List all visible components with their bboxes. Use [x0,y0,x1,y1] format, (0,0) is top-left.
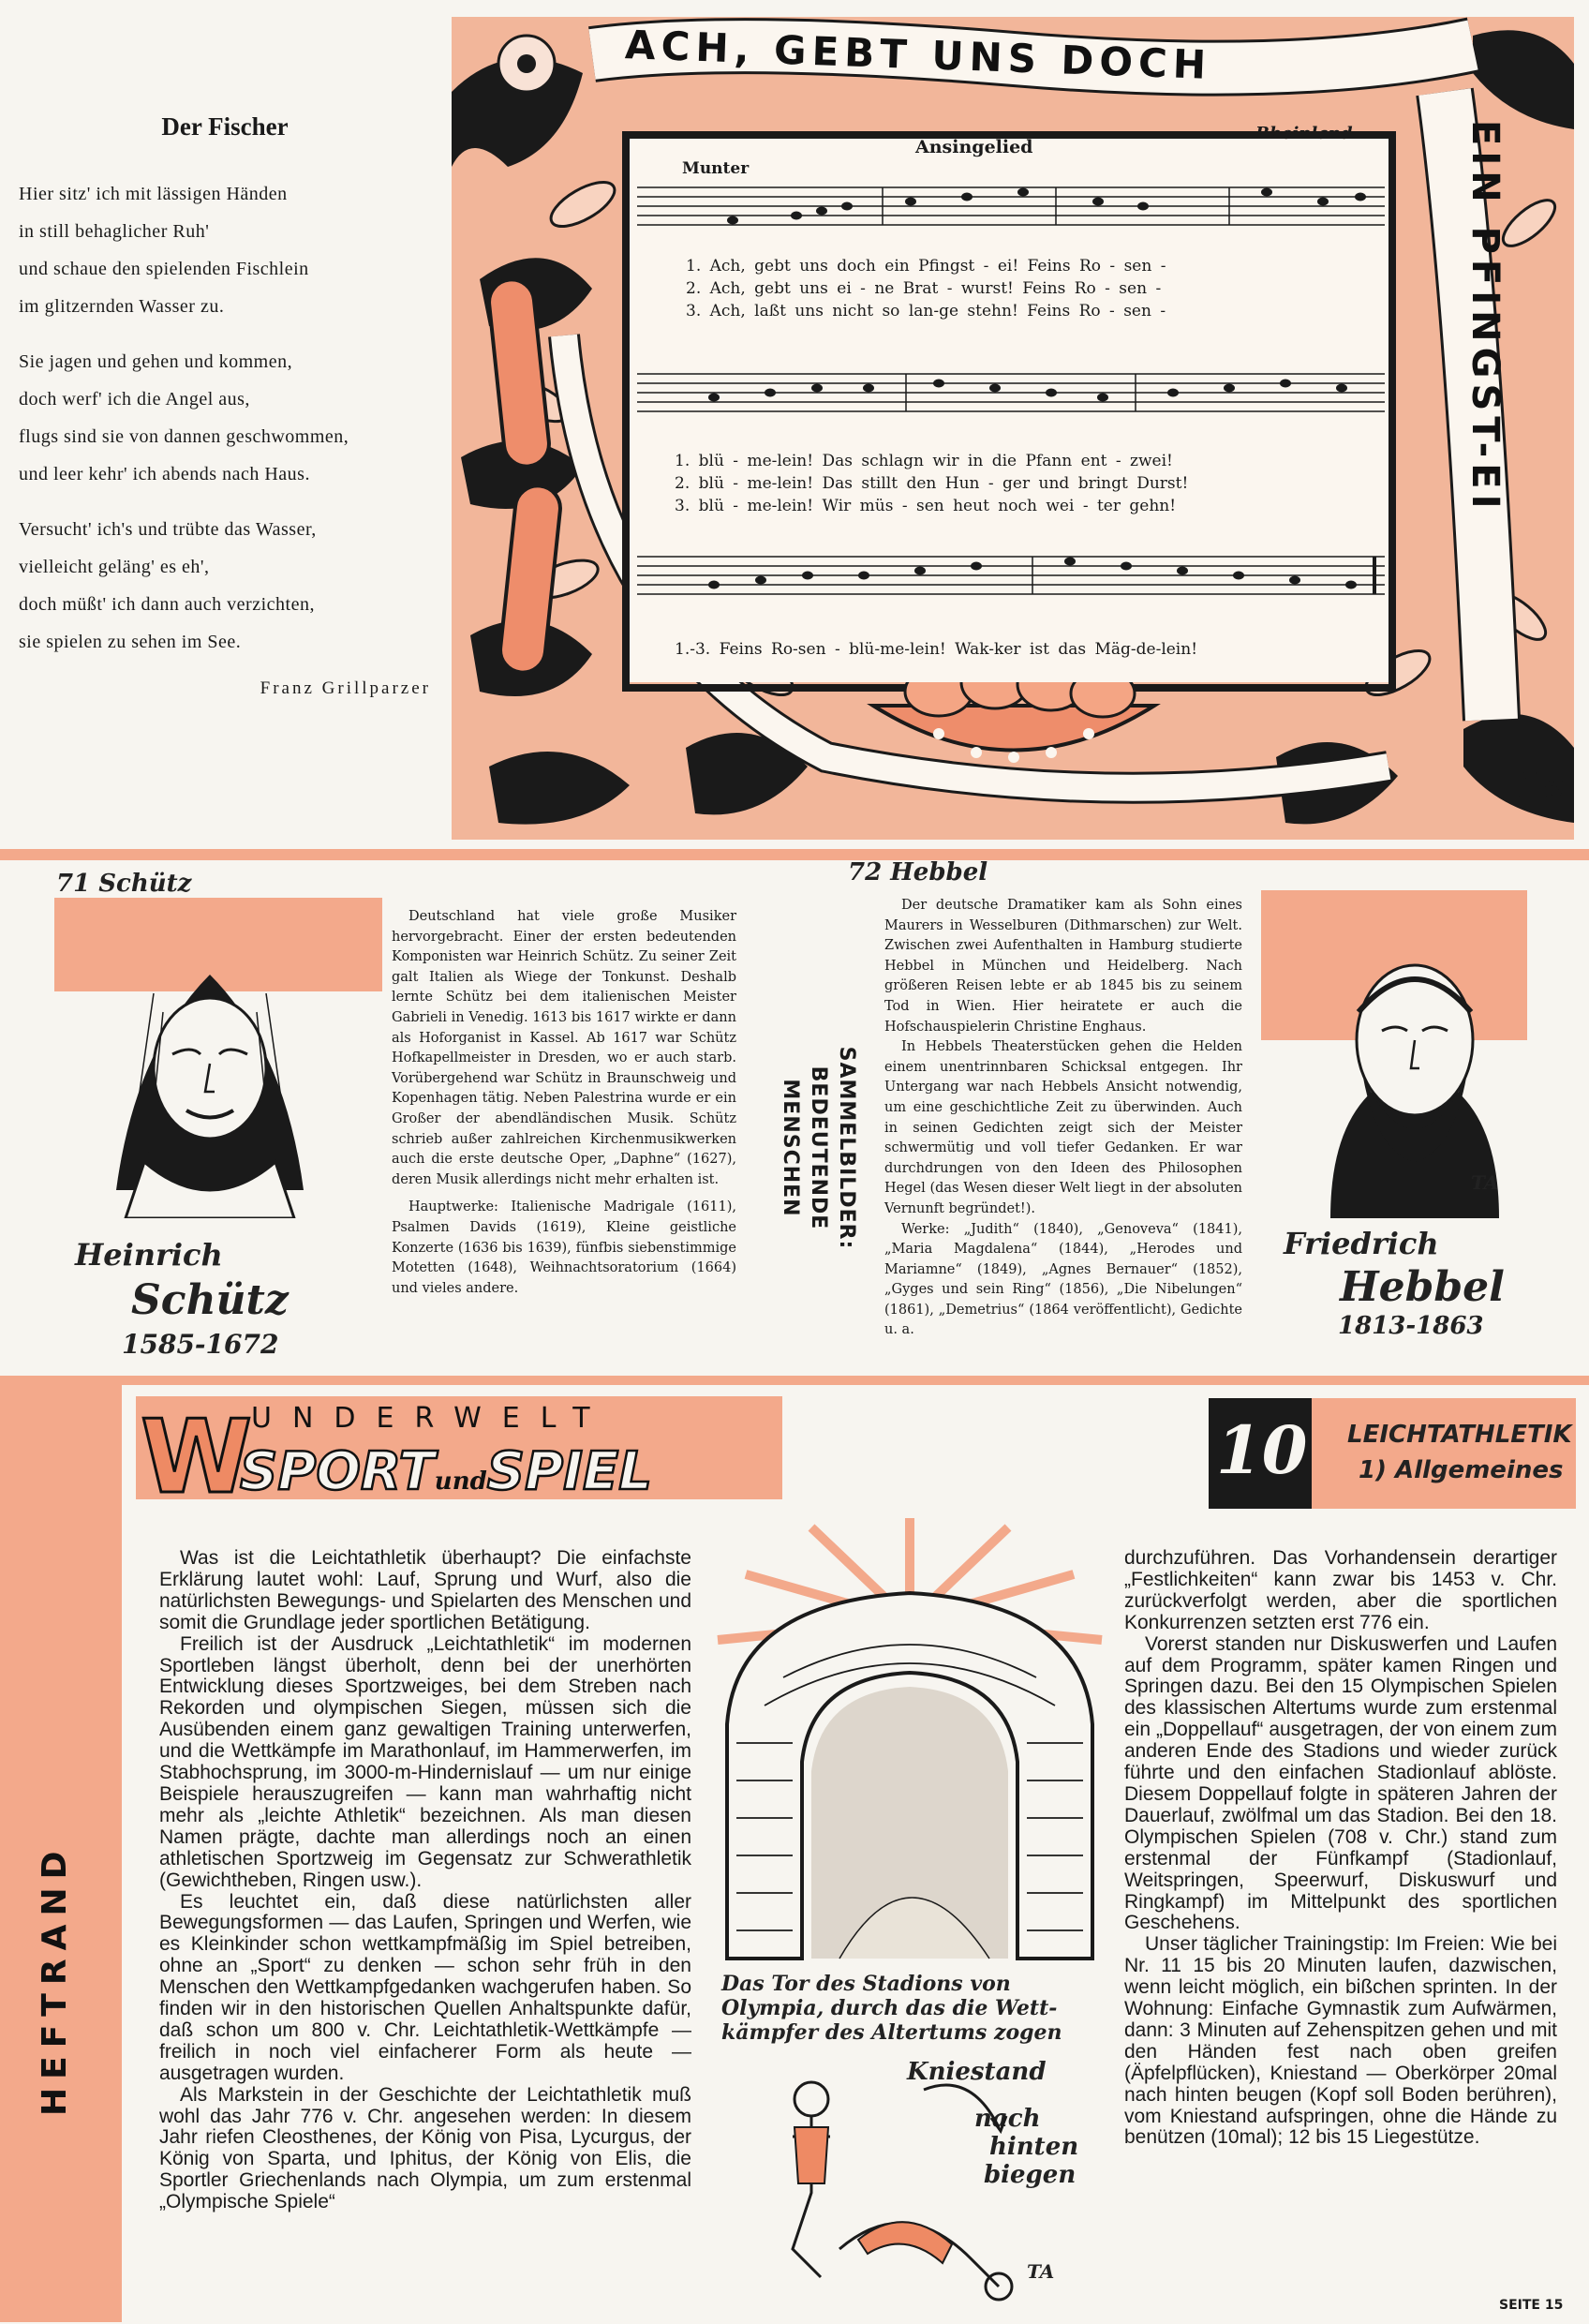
song-banner-top: ACH, GEBT UNS DOCH [624,22,1212,88]
song-subtitle: Ansingelied [915,137,1033,157]
schuetz-text [392,907,736,1299]
poem-line: doch müßt' ich dann auch verzichten, [19,594,315,615]
exercise-figure-illustration [755,2062,1036,2305]
caption-line: Olympia, durch das die Wett- [721,1996,1058,2020]
poem-line: im glitzernden Wasser zu. [19,296,225,317]
hebbel-number-label: 72 Hebbel [848,858,988,886]
header-spiel: SPIEL [486,1441,652,1502]
hebbel-portrait [1274,937,1555,1228]
music-score [630,124,1389,682]
song-lyrics-line: 3. blü - me-lein! Wir müs - sen heut noch wei - ter gehn! [675,497,1177,515]
poem-stanza-2 [19,343,431,493]
song-banner-side: EIN PFINGST-EI [1463,120,1507,514]
header-sport-und-spiel [240,1441,652,1502]
poem-stanza-1 [19,175,431,325]
poem-line: in still behaglicher Ruh' [19,221,210,242]
exercise-instruction-line: biegen [984,2161,1077,2189]
article-paragraph: Vorerst standen nur Diskuswerfen und Laufen auf dem Programm, später kamen Ringen und Springen dazu. Bei den 15 Olympischen Spielen des klassischen Altertums wurde zum erstenmal ein „Doppellauf“ ausgetragen, der von einem zum anderen Ende des Stadions und wieder zurück führte und den einfachen Stadionlauf ablöste. Diesem Doppellauf folgte in späteren Jahren der Dauerlauf, zwölfmal um das Stadion. Bei den 18. Olympischen Spielen (708 v. Chr.) stand zum erstenmal der Fünfkampf (Stadionlauf, Weitspringen, Speerwurf, Diskuswurf und Ringkampf) im Mittelpunkt des sportlichen Geschehens. [1124,1632,1557,1934]
topic-number: 10 [1216,1411,1308,1489]
poem-line: und leer kehr' ich abends nach Haus. [19,464,310,484]
song-lyrics-line: 3. Ach, laßt uns nicht so lan-ge stehn! Feins Ro - sen - [686,302,1166,320]
header-und: und [434,1467,487,1496]
page-number: SEITE 15 [1499,2298,1564,2313]
article-paragraph: durchzuführen. Das Vorhandensein derartiger „Festlichkeiten“ kann zwar bis 1453 v. Chr. zurückverfolgt werden, aber die sportlichen Konkurrenzen setzten erst 776 ein. [1124,1547,1557,1633]
article-paragraph: Als Markstein in der Geschichte der Leichtathletik muß wohl das Jahr 776 v. Chr. angesehen werden: In diesem Jahr riefen Cleosthenes, der König von Pisa, Lycurgus, der König von Sparta, und Iphitus, der König von Elis, die Sportler Griechenlands nach Olympia, um zum erstenmal „Olympische Spiele“ [159,2083,691,2213]
song-tempo: Munter [682,159,750,178]
staff-1 [630,182,1389,234]
schuetz-number-label: 71 Schütz [56,870,192,898]
poem-line: Sie jagen und gehen und kommen, [19,351,293,372]
exercise-instruction-line: hinten [989,2133,1079,2161]
hebbel-illustrator-mark: TA [1471,1171,1499,1194]
heftrand-strip [0,1385,122,2322]
song-region: Rheinland [1255,124,1353,143]
article-paragraph: Freilich ist der Ausdruck „Leichtathletik“ im modernen Sportleben längst überholt, denn bei der unerhörten Entwicklung dieses Sportzweiges, bei dem Streben nach Rekorden und olympischen Siegen, müssen sich die Ausübenden einem ganz gewaltigen Training unterwerfen, und die Wettkämpfe im Marathonlauf, im Hammerwerfen, im Stabhochsprung, im 3000-m-Hindernislauf — um nur einige Beispiele herauszugreifen — kann man wahrhaftig nicht mehr als „leichte Athletik“ bezeichnen. Als man diesen Namen prägte, dachte man allerdings noch an einen athletischen Sportzweig im Gegensatz zur Schwerathletik (Gewichtheben, Ringen usw.). [159,1632,691,1891]
poem-title: Der Fischer [161,112,289,141]
poem [19,112,431,699]
hebbel-paragraph: Der deutsche Dramatiker kam als Sohn eines Maurers in Wesselburen (Dithmarschen) zur Welt. Zwischen zwei Aufenthalten in Hamburg studierte Hebbel in München und Heidelberg. Nach größeren Reisen lebte er ab 1845 bis zu seinem Tod in Wien. Hier heiratete er auch die Hofschauspielerin Christine Enghaus. [884,898,1242,1035]
staff-2 [630,368,1389,421]
header-sport: SPORT [240,1441,435,1502]
sammelbilder-title-line-1: SAMMELBILDER: [835,1046,858,1250]
schuetz-first-name: Heinrich [75,1237,223,1273]
poem-line: vielleicht geläng' es eh', [19,557,210,577]
heftrand-label: HEFTRAND [36,1842,74,2116]
caption-line: Das Tor des Stadions von [721,1972,1011,1996]
poem-stanza-3 [19,511,431,661]
header-top-word: UNDERWELT [251,1402,611,1435]
schuetz-last-name: Schütz [131,1276,289,1324]
hebbel-text [884,896,1242,1341]
topic-subtitle: 1) Allgemeines [1359,1456,1564,1484]
divider-band-1 [0,849,1589,860]
schuetz-paragraph: Hauptwerke: Italienische Madrigale (1611), Psalmen Davids (1619), Kleine geistliche Konzerte (1636 bis 1639), fünfbis siebenstimmige Motetten (1648), Weihnachtsoratorium (1664) und vieles andere. [392,1199,736,1296]
hebbel-last-name: Hebbel [1340,1263,1505,1311]
caption-line: kämpfer des Altertums zogen [721,2020,1062,2045]
poem-line: Hier sitz' ich mit lässigen Händen [19,184,288,204]
staff-3 [630,551,1389,603]
topic-title: LEICHTATHLETIK [1347,1421,1572,1449]
divider-band-2 [0,1376,1589,1385]
schuetz-paragraph: Deutschland hat viele große Musiker hervorgebracht. Einer der ersten bedeutenden Komponisten war Heinrich Schütz. Zu seiner Zeit galt Italien als Wiege der Tonkunst. Deshalb lernte Schütz bei dem italienischen Meister Gabrieli in Venedig. 1613 bis 1617 wirkte er dann als Hoforganist in Kassel. Ab 1617 war Schütz Hofkapellmeister in Dresden, wo er auch starb. Vorübergehend war Schütz in Braunschweig und Kopenhagen tätig. Neben Palestrina wurde er ein Großer der abendländischen Musik. Schütz schrieb außer zahlreichen Kirchenmusikwerken auch die erste deutsche Oper, „Daphne“ (1627), deren Musik allerdings nicht mehr erhalten ist. [392,909,736,1187]
hebbel-first-name: Friedrich [1284,1226,1439,1261]
hebbel-paragraph: In Hebbels Theaterstücken gehen die Helden einem unentrinnbaren Schicksal entgegen. Ihr Untergang war nach Hebbels Ansicht notwendig, um eine geschichtliche Zeit zu überwinden. Auch in seinen Gedichten zeigt sich der Meister schwermütig und voll tiefer Gedanken. Er war durchdrungen von den Ideen des Philosophen Hegel (das Wesen dieser Welt liegt in der absoluten Vernunft begründet!). [884,1039,1242,1216]
illustrator-mark: TA [1027,2260,1055,2283]
article-paragraph: Es leuchtet ein, daß diese natürlichsten aller Bewegungsformen — das Laufen, Springen und Werfen, wie es Kleinkinder schon wettkampfmäßig im Spiel betreiben, ohne an „Sport“ zu denken — schon sehr früh in den Menschen den Wettkampfgedanken wachgerufen haben. So finden wir in den historischen Quellen Anhaltspunkte dafür, daß schon um 800 v. Chr. Leichtathletik-Wettkämpfe — freilich in noch viel einfacherer Form als heute — ausgetragen wurden. [159,1890,691,2084]
article-column-1 [159,1548,691,2213]
exercise-instruction-line: nach [974,2105,1041,2133]
illustration-caption [721,1972,1062,2045]
article-column-2 [1124,1548,1557,2149]
article-paragraph: Unser täglicher Trainingstip: Im Freien: Wie bei Nr. 11 15 bis 20 Minuten laufen, dazwischen, wenn leicht möglich, ein bißchen sprinten. In der Wohnung: Einfache Gymnastik zum Aufwärmen, dann: 3 Minuten auf Zehenspitzen gehen und mit den Händen fest nach oben greifen (Äpfelpflücken), Kniestand — Oberkörper 20mal nach hinten beugen (Kopf soll Boden berühren), vom Kniestand aufspringen, ohne die Hände zu benützen (10mal); 12 bis 15 Liegestütze. [1124,1933,1557,2149]
stadium-gate-illustration [708,1518,1111,1968]
sammelbilder-title [776,993,860,1303]
hebbel-years: 1813-1863 [1338,1312,1484,1340]
poem-line: und schaue den spielenden Fischlein [19,259,309,279]
poem-line: Versucht' ich's und trübte das Wasser, [19,519,317,540]
song-lyrics-line: 1.-3. Feins Ro-sen - blü-me-lein! Wak-ker ist das Mäg-de-lein! [675,640,1198,659]
poem-author: Franz Grillparzer [260,678,431,698]
schuetz-portrait [60,937,360,1218]
song-signature: Le [1520,767,1566,806]
header-w-letter: W [141,1399,253,1516]
song-lyrics-line: 1. blü - me-lein! Das schlagn wir in die Pfann ent - zwei! [675,452,1173,470]
hebbel-paragraph: Werke: „Judith“ (1840), „Genoveva“ (1841), „Maria Magdalena“ (1844), „Herodes und Mariamne“ (1849), „Agnes Bernauer“ (1852), „Gyges und sein Ring“ (1856), „Die Nibelungen“ (1861), „Demetrius“ (1864 veröffentlicht), Gedichte u. a. [884,1221,1242,1338]
poem-line: flugs sind sie von dannen geschwommen, [19,426,349,447]
kniestand-label: Kniestand [907,2058,1047,2086]
poem-line: sie spielen zu sehen im See. [19,632,242,652]
schuetz-years: 1585-1672 [122,1329,279,1360]
song-lyrics-line: 1. Ach, gebt uns doch ein Pfingst - ei! Feins Ro - sen - [686,257,1166,276]
song-lyrics-line: 2. blü - me-lein! Das stillt den Hun - ger und bringt Durst! [675,474,1189,493]
article-paragraph: Was ist die Leichtathletik überhaupt? Die einfachste Erklärung lautet wohl: Lauf, Sprung und Wurf, also die natürlichsten Bewegungs- und Spielarten des Menschen und somit die Grundlage jeder sportlichen Betätigung. [159,1547,691,1633]
sammelbilder-title-line-2: BEDEUTENDE MENSCHEN [779,1065,830,1230]
song-lyrics-line: 2. Ach, gebt uns ei - ne Brat - wurst! Feins Ro - sen - [686,279,1162,298]
poem-line: doch werf' ich die Angel aus, [19,389,250,410]
